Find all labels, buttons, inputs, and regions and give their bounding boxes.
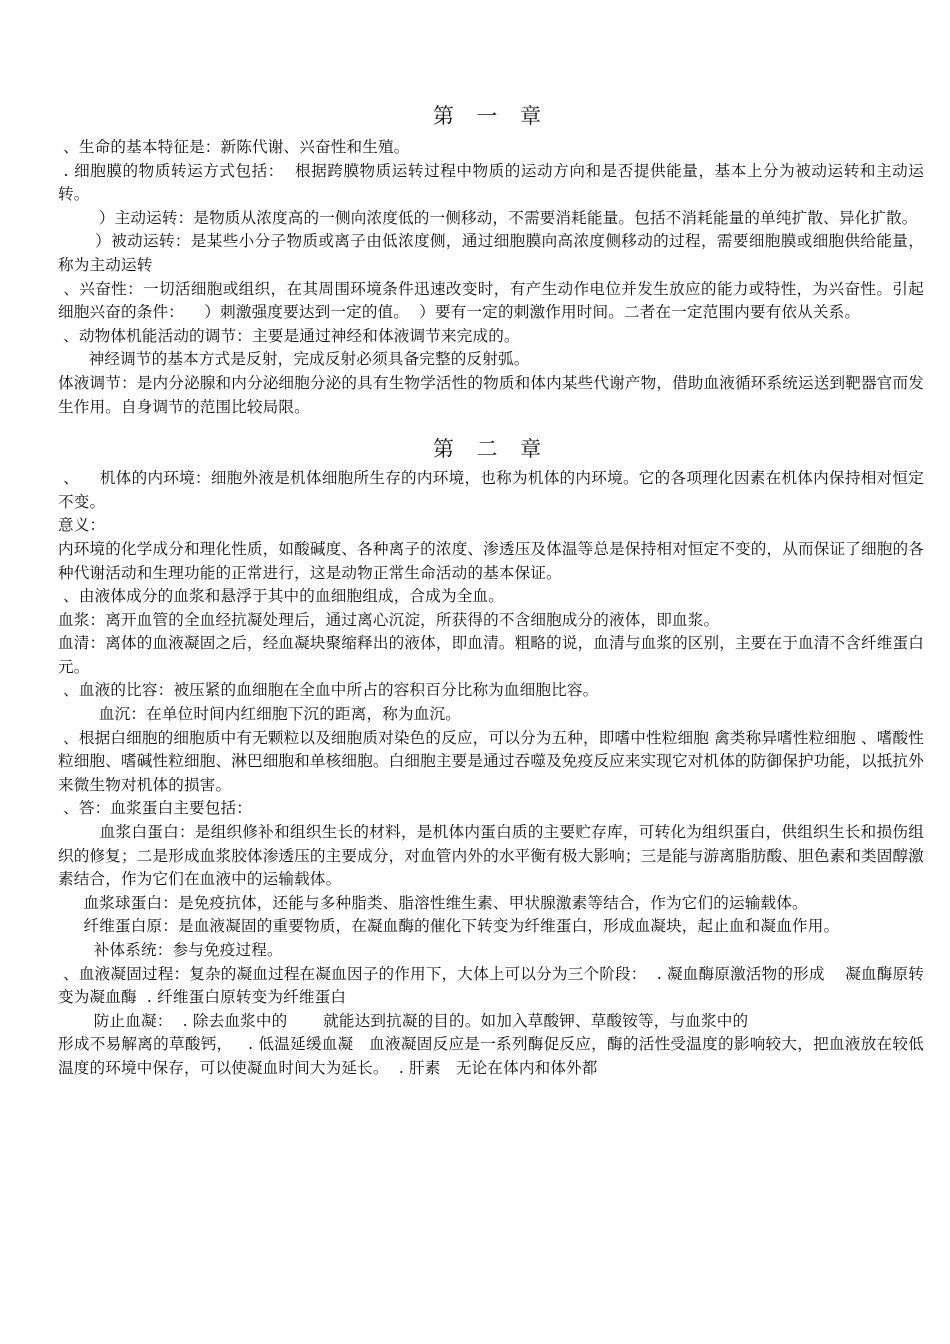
ch2-para-1: 、 机体的内环境：细胞外液是机体细胞所生存的内环境，也称为机体的内环境。它的各项理化因素在机体内保持相对恒定不变。 — [58, 469, 924, 511]
ch2-para-16: 防止血凝： . 除去血浆中的 就能达到抗凝的目的。如加入草酸钾、草酸铵等，与血浆中的 — [58, 1011, 749, 1030]
ch2-para-3: 内环境的化学成分和理化性质，如酸碱度、各种离子的浓度、渗透压及体温等总是保持相对恒定不变的，从而保证了细胞的各种代谢活动和生理功能的正常进行，这是动物正常生命活动的基本保证。 — [58, 539, 924, 582]
ch2-para-14: 补体系统：参与免疫过程。 — [58, 941, 283, 959]
ch2-para-7: 、血液的比容：被压紧的血细胞在全血中所占的容积百分比称为血细胞比容。 — [58, 681, 599, 700]
ch1-para-2: . 细胞膜的物质转运方式包括： 根据跨膜物质运转过程中物质的运动方向和是否提供能量，基本上分为被动运转和主动运转。 — [58, 161, 925, 204]
ch2-para-6: 血清：离体的血液凝固之后，经血凝块聚缩释出的液体，即血清。粗略的说，血清与血浆的区别，主要在于血清不含纤维蛋白元。 — [58, 634, 924, 676]
ch2-para-9: 、根据白细胞的细胞质中有无颗粒以及细胞质对染色的反应，可以分为五种，即嗜中性粒细胞 禽类称异嗜性粒细胞 、嗜酸性粒细胞、嗜碱性粒细胞、淋巴细胞和单核细胞。白细胞主要是通过吞噬及免疫反应来实现它对机体的防御保护功能，以抵抗外来微生物对机体的损害。 — [58, 728, 924, 794]
ch2-para-10: 、答：血浆蛋白主要包括： — [58, 799, 253, 818]
ch2-para-5: 血浆：离开血管的全血经抗凝处理后，通过离心沉淀，所获得的不含细胞成分的液体，即血浆。 — [58, 610, 720, 629]
ch2-para-17: 形成不易解离的草酸钙， . 低温延缓血凝 血液凝固反应是一系列酶促反应，酶的活性受温度的影响较大，把血液放在较低温度的环境中保存，可以使凝血时间大为延长。 . 肝素 无论在体内和体外都 — [58, 1035, 924, 1077]
ch1-para-8: 体液调节：是内分泌腺和内分泌细胞分泌的具有生物学活性的物质和体内某些代谢产物，借助血液循环系统运送到靶器官而发生作用。自身调节的范围比较局限。 — [58, 373, 924, 416]
chapter-1-title: 第 一 章 — [432, 104, 550, 128]
ch1-para-6: 、动物体机能活动的调节：主要是通过神经和体液调节来完成的。 — [58, 326, 520, 345]
ch1-para-4: ）被动运转：是某些小分子物质或离子由低浓度侧，通过细胞膜向高浓度侧移动的过程，需要细胞膜或细胞供给能量，称为主动运转 — [58, 232, 924, 274]
ch2-para-11: 血浆白蛋白：是组织修补和组织生长的材料，是机体内蛋白质的主要贮存库，可转化为组织蛋白，供组织生长和损伤组织的修复；二是形成血浆胶体渗透压的主要成分，对血管内外的水平衡有极大影响；三是能与游离脂肪酸、胆色素和类固醇激素结合，作为它们在血液中的运输载体。 — [58, 823, 924, 889]
ch1-para-3: ）主动运转：是物质从浓度高的一侧向浓度低的一侧移动，不需要消耗能量。包括不消耗能量的单纯扩散、异化扩散。 — [58, 208, 918, 227]
chapter-2-title: 第 二 章 — [432, 437, 550, 462]
document-page — [58, 102, 924, 1081]
ch2-para-2: 意义： — [58, 516, 106, 535]
ch1-para-7: 神经调节的基本方式是反射，完成反射必须具备完整的反射弧。 — [58, 350, 530, 369]
ch2-para-8: 血沉：在单位时间内红细胞下沉的距离，称为血沉。 — [58, 705, 461, 724]
ch2-para-12: 血浆球蛋白：是免疫抗体，还能与多种脂类、脂溶性维生素、甲状腺激素等结合，作为它们的运输载体。 — [58, 893, 808, 912]
ch2-para-4: 、由液体成分的血浆和悬浮于其中的血细胞组成，合成为全血。 — [58, 587, 504, 606]
ch2-para-13: 纤维蛋白原：是血液凝固的重要物质，在凝血酶的催化下转变为纤维蛋白，形成血凝块，起止血和凝血作用。 — [58, 917, 840, 936]
ch2-para-15: 、血液凝固过程：复杂的凝血过程在凝血因子的作用下，大体上可以分为三个阶段： . 凝血酶原激活物的形成 凝血酶原转变为凝血酶 . 纤维蛋白原转变为纤维蛋白 — [58, 964, 925, 1007]
ch1-para-1: 、生命的基本特征是：新陈代谢、兴奋性和生殖。 — [58, 138, 410, 156]
ch1-para-5: 、兴奋性：一切活细胞或组织，在其周围环境条件迅速改变时，有产生动作电位并发生放应的能力或特性，为兴奋性。引起细胞兴奋的条件： ）刺激强度要达到一定的值。 ）要有一定的刺激作用时间。二者在一定范围内要有依从关系。 — [58, 279, 924, 322]
